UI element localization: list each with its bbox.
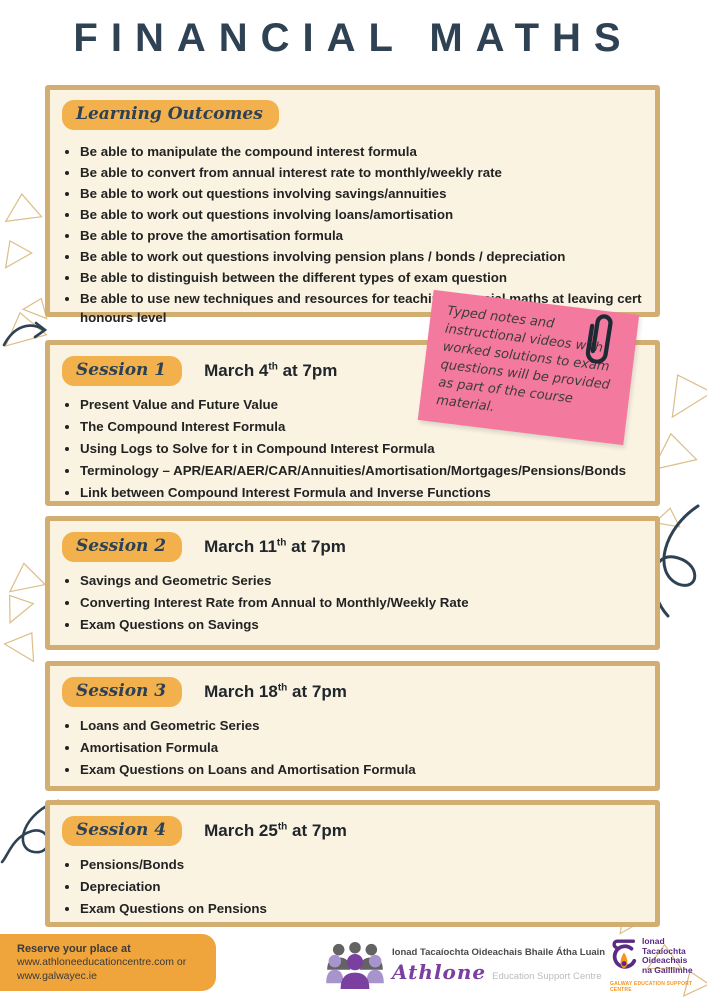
sticky-note-text: Typed notes and instructional videos with worked solutions to exam questions will be provided as part of the course material. [435, 303, 611, 415]
session-topic: • Exam Questions on Savings [80, 614, 655, 635]
athlone-irish-name: Ionad Tacaíochta Oideachais Bhaile Átha Luain [392, 946, 606, 958]
session-2-label: Session 2 [62, 532, 182, 562]
session-topic: • Loans and Geometric Series [80, 715, 655, 736]
outcome-item: • Be able to distinguish between the different types of exam question [80, 268, 655, 287]
learning-outcomes-label: Learning Outcomes [62, 100, 279, 130]
athlone-subtitle: Education Support Centre [492, 970, 602, 982]
session-2-date-day: March 11 [204, 537, 277, 556]
outcome-item: • Be able to work out questions involving savings/annuities [80, 184, 655, 203]
session-3-list [64, 715, 655, 780]
session-topic: • Pensions/Bonds [80, 854, 655, 875]
session-topic: • Terminology – APR/EAR/AER/CAR/Annuities/Amortisation/Mortgages/Pensions/Bonds [80, 460, 655, 481]
session-1-date-time: at 7pm [277, 361, 338, 380]
session-1-label: Session 1 [62, 356, 182, 386]
athlone-script-name: Athlone [392, 959, 487, 984]
session-4-date-time: at 7pm [287, 821, 347, 840]
session-4-panel [45, 800, 660, 927]
session-4-date [204, 821, 347, 841]
session-topic: • Amortisation Formula [80, 737, 655, 758]
reserve-heading: Reserve your place at [17, 943, 131, 955]
flame-logo-icon [610, 937, 638, 979]
galway-line3: Oideachais [642, 955, 688, 966]
session-2-panel [45, 516, 660, 650]
arrow-doodle-icon [4, 323, 45, 345]
galway-line4: na Gaillimhe [642, 964, 693, 975]
session-1-date-ordinal: th [268, 361, 278, 373]
loop-doodle-right-icon [654, 506, 698, 616]
session-1-date [204, 361, 337, 381]
session-3-panel [45, 661, 660, 791]
session-topic: • Present Value and Future Value [80, 394, 655, 415]
galway-subtitle: GALWAY EDUCATION SUPPORT CENTRE [610, 981, 693, 993]
session-topic: • Converting Interest Rate from Annual to Monthly/Weekly Rate [80, 592, 655, 613]
session-3-date-day: March 18 [204, 682, 278, 701]
session-topic: • Exam Questions on Loans and Amortisation Formula [80, 759, 655, 780]
session-4-date-ordinal: th [277, 821, 288, 833]
session-topic: • Link between Compound Interest Formula and Inverse Functions [80, 482, 655, 503]
session-3-date-ordinal: th [277, 682, 288, 694]
galway-logo [610, 937, 693, 979]
session-3-label: Session 3 [62, 677, 182, 707]
session-2-date-ordinal: th [276, 537, 287, 549]
session-2-list [64, 570, 655, 635]
session-3-date-time: at 7pm [287, 682, 347, 701]
session-4-label: Session 4 [62, 816, 182, 846]
reserve-url-athlone: www.athloneeducationcentre.com or [17, 956, 187, 968]
session-2-date-time: at 7pm [286, 537, 346, 556]
outcome-item: • Be able to use new techniques and resources for teaching financial maths at leaving cert honours level [80, 289, 655, 327]
page-title: FINANCIAL MATHS [73, 16, 634, 60]
session-topic: • Using Logs to Solve for t in Compound Interest Formula [80, 438, 655, 459]
outcome-item: • Be able to work out questions involving loans/amortisation [80, 205, 655, 224]
session-2-date [204, 537, 346, 557]
learning-outcomes-panel [45, 85, 660, 325]
session-topic: • Exam Questions on Pensions [80, 898, 655, 919]
galway-line1: Ionad [642, 936, 665, 946]
outcome-item: • Be able to work out questions involving pension plans / bonds / depreciation [80, 247, 655, 266]
session-4-date-day: March 25 [204, 821, 278, 840]
session-topic: • Depreciation [80, 876, 655, 897]
athlone-logo [326, 941, 605, 989]
reserve-banner [0, 934, 216, 991]
session-topic: • Savings and Geometric Series [80, 570, 655, 591]
outcome-item: • Be able to convert from annual interest rate to monthly/weekly rate [80, 163, 655, 182]
session-topic: • The Compound Interest Formula [80, 416, 655, 437]
reserve-url-galway: www.galwayec.ie [17, 969, 97, 982]
outcome-item: • Be able to manipulate the compound interest formula [80, 142, 655, 161]
session-1-date-day: March 4 [204, 361, 269, 380]
session-3-date [204, 682, 347, 702]
outcome-item: • Be able to prove the amortisation formula [80, 226, 655, 245]
session-4-list [64, 854, 655, 919]
galway-line2: Tacaíochta [642, 945, 686, 956]
people-group-icon [326, 941, 384, 989]
learning-outcomes-list [64, 142, 655, 327]
